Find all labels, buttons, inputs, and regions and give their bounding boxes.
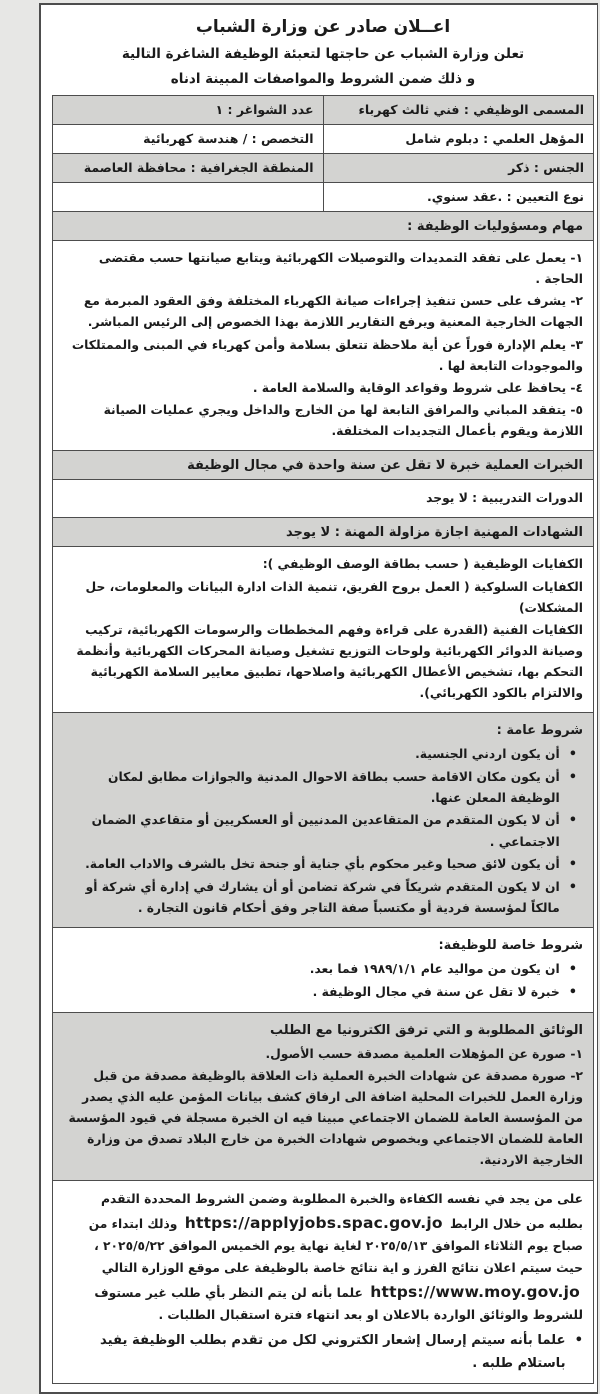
section-special-conditions (53, 928, 593, 1013)
cell-appointment-type: نوع التعيين : .عقد سنوي. (323, 183, 594, 211)
content-stack (52, 95, 594, 1384)
announcement-subtitle-2: و ذلك ضمن الشروط والمواصفات المبينة ادناه (170, 71, 476, 87)
list-item (63, 877, 577, 919)
document-header (52, 7, 594, 95)
required-documents-heading: الوثائق المطلوبة و التي ترفق الكترونيا مع الطلب (270, 1023, 583, 1039)
document-item: ١- صورة عن المؤهلات العلمية مصدقة حسب الأصول. (265, 1046, 583, 1061)
special-conditions-heading: شروط خاصة للوظيفة: (438, 938, 583, 954)
apply-text-before-link: على من يجد في نفسه الكفاءة والخبرة المطلوبة وضمن الشروط المحددة التقدم بطلبه من خلال الرابط (101, 1191, 583, 1231)
section-heading-tasks: مهام ومسؤوليات الوظيفة : (53, 212, 593, 241)
task-item: ١- يعمل على تفقد التمديدات والتوصيلات الكهربائية ويتابع صيانتها حسب مقتضى الحاجة . (98, 251, 583, 287)
apply-text-after-links: علما بأنه لن يتم النظر بأي طلب غير مستوف للشروط والوثائق الواردة بالاعلان او بعد انتهاء فترة استقبال الطلبات . (94, 1285, 583, 1323)
cell-qualification: المؤهل العلمي : دبلوم شامل (323, 125, 594, 153)
final-note-text: • علما بأنه سيتم إرسال إشعار الكتروني لكل من تقدم بطلب الوظيفة يفيد باستلام طلبه . (100, 1333, 566, 1372)
list-item (63, 959, 577, 981)
announcement-subtitle-1: تعلن وزارة الشباب عن حاجتها لتعبئة الوظيفة الشاغرة التالية (121, 46, 525, 62)
list-item-text: • أن يكون لائق صحيا وغير محكوم بأي جناية أو جنحة تخل بالشرف والاداب العامة. (85, 856, 560, 871)
apply-portal-link[interactable]: https://applyjobs.spac.gov.jo (184, 1213, 443, 1232)
section-heading-certificates: الشهادات المهنية اجازة مزاولة المهنة : لا يوجد (53, 518, 593, 547)
announcement-title: اعــلان صادر عن وزارة الشباب (195, 17, 451, 37)
document-item: ٢- صورة مصدقة عن شهادات الخبرة العملية ذات العلاقة بالوظيفة مصدقة من قبل وزارة العمل للخبرات المحلية اضافة الى ارفاق كشف بيانات المؤمن عليه الذي يصدر من المؤسسة العامة للضمان الاجتماعي مبينا فيه ان الخبرة مسجلة في قيود المؤسسة العامة للضمان الاجتماعي وبخصوص شهادات الخبرة من خارج البلاد تصدق من وزارة الخارجية الاردنية. (68, 1068, 583, 1168)
list-item (63, 767, 577, 809)
section-heading-experience: الخبرات العملية خبرة لا تقل عن سنة واحدة في مجال الوظيفة (53, 451, 593, 480)
list-item-text: • أن يكون اردني الجنسية. (415, 746, 560, 761)
list-item (63, 810, 577, 852)
apply-text-dates: وذلك ابتداء من صباح يوم الثلاثاء الموافق ٢٠٢٥/٥/١٣ لغاية نهاية يوم الخميس الموافق ٢٠٢٥/٥/٢٢ ، حيث سيتم اعلان نتائج الفرز و اية نتائج خاصة بالوظيفة على موقع الوزارة التالي (88, 1216, 583, 1275)
special-conditions-list (63, 959, 583, 1005)
task-item: ٥- يتفقد المباني والمرافق التابعة لها من الخارج والداخل ويجري عمليات الصيانة اللازمة ويقوم بأعمال التجديدات المختلفة. (103, 402, 583, 439)
cell-region: المنطقة الجغرافية : محافظة العاصمة (83, 160, 314, 175)
competency-line: الكفايات الفنية (القدرة على قراءة وفهم المخططات والرسومات الكهربائية، تركيب وصيانة الدوائر الكهربائية ولوحات التوزيع تشغيل وصيانة المحركات الكهربائية وأنظمة التحكم بها، تشخيص الأعطال الكهربائية واصلاحها، تطبيق معايير السلامة الكهربائية والالتزام بالكود الكهربائي). (76, 622, 583, 701)
table-row-appointment-type (53, 183, 593, 212)
announcement-document (39, 3, 598, 1394)
list-item (63, 854, 577, 876)
general-conditions-list (63, 744, 583, 920)
task-item: ٣- يعلم الإدارة فوراً عن أية ملاحظة تتعلق بسلامة وأمن كهرباء في المبنى والممتلكات والموجودات التابعة لها . (71, 337, 583, 373)
cell-empty (53, 183, 323, 211)
cell-specialty: التخصص : / هندسة كهربائية (143, 131, 314, 146)
table-row-gender (53, 154, 593, 183)
list-item-text: • خبرة لا تقل عن سنة في مجال الوظيفة . (312, 985, 560, 1000)
table-row-job-title (53, 96, 593, 125)
competency-line: الكفايات السلوكية ( العمل بروح الفريق، تنمية الذات ادارة البيانات والمعلومات، حل المشكلات) (85, 579, 583, 615)
section-apply (53, 1181, 593, 1383)
final-note (63, 1330, 583, 1375)
list-item-text: • أن لا يكون المتقدم من المتقاعدين المدنيين أو العسكريين أو متقاعدي الضمان الاجتماعي . (91, 813, 560, 849)
training-courses-text: الدورات التدريبية : لا يوجد (426, 491, 583, 506)
general-conditions-heading: شروط عامة : (496, 723, 583, 739)
list-item (63, 982, 577, 1004)
row-training-courses (53, 480, 593, 518)
ministry-website-link[interactable]: https://www.moy.gov.jo (370, 1282, 580, 1301)
cell-vacancies: عدد الشواغر : ١ (215, 102, 314, 117)
section-general-conditions (53, 713, 593, 928)
cell-gender: الجنس : ذكر (323, 154, 594, 182)
table-row-qualification (53, 125, 593, 154)
competency-line: الكفايات الوظيفية ( حسب بطاقة الوصف الوظيفي ): (262, 557, 583, 572)
list-item-text: • أن يكون مكان الاقامة حسب بطاقة الاحوال المدنية والجوازات مطابق لمكان الوظيفة المعلن عنها. (108, 770, 560, 806)
section-required-documents (53, 1013, 593, 1180)
task-item: ٢- يشرف على حسن تنفيذ إجراءات صيانة الكهرباء المختلفة وفق العقود المبرمة مع الجهات الخارجية المعنية ويرفع التقارير اللازمة بهذا الخصوص إلى الرئيس المباشر. (83, 294, 583, 330)
apply-paragraph (63, 1189, 583, 1327)
section-body-competencies (53, 547, 593, 713)
section-body-tasks (53, 241, 593, 451)
list-item (63, 744, 577, 766)
task-item: ٤- يحافظ على شروط وقواعد الوقاية والسلامة العامة . (252, 380, 583, 395)
cell-job-title: المسمى الوظيفي : فني ثالث كهرباء (323, 96, 594, 124)
list-item-text: • ان لا يكون المتقدم شريكاً في شركة تضامن أو أن يشارك في إدارة أي شركة أو مالكاً لمؤسسة فردية أو مكتسباً صفة التاجر وفق أحكام قانون التجارة . (85, 880, 560, 916)
list-item-text: • ان يكون من مواليد عام ١٩٨٩/١/١ فما بعد. (309, 961, 560, 976)
